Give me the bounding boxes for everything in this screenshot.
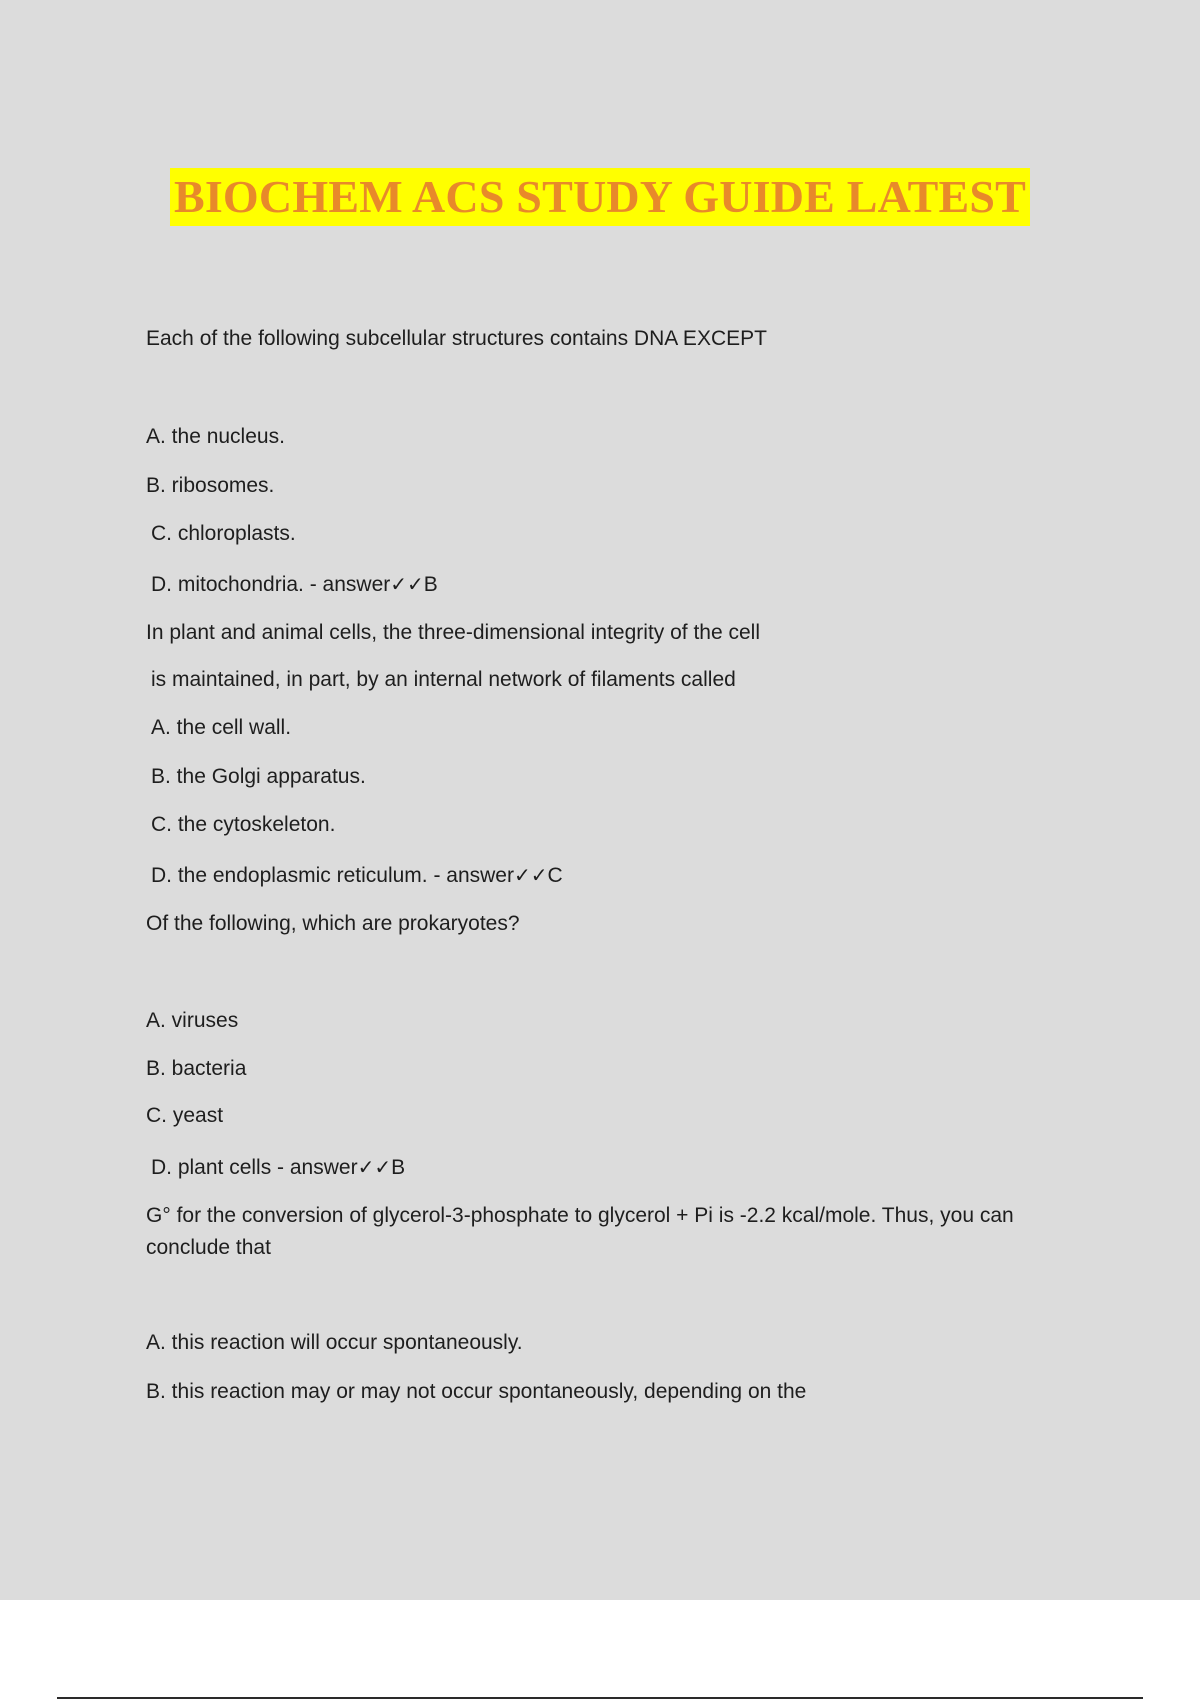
check-icon: ✓✓: [390, 572, 424, 596]
question-4-stem: G° for the conversion of glycerol-3-phosphate to glycerol + Pi is -2.2 kcal/mole. Thus, you can conclude that: [146, 1204, 1014, 1259]
question-3-option-c: C. yeast: [146, 1104, 224, 1127]
question-4-option-b: B. this reaction may or may not occur spontaneously, depending on the: [146, 1380, 807, 1403]
question-2-option-c: C. the cytoskeleton.: [151, 813, 336, 836]
question-3-stem: Of the following, which are prokaryotes?: [146, 912, 520, 935]
question-3-option-d: [151, 1151, 405, 1184]
title-container: [0, 168, 1200, 226]
question-3-option-a: A. viruses: [146, 1009, 239, 1032]
question-2-option-d: [151, 859, 563, 892]
question-2-answer: C: [547, 864, 563, 887]
footer-divider: [57, 1697, 1143, 1699]
question-3-answer: B: [391, 1156, 406, 1179]
question-1-option-c: C. chloroplasts.: [151, 522, 296, 545]
question-2-stem-line-2: is maintained, in part, by an internal network of filaments called: [151, 668, 736, 691]
question-1-stem: Each of the following subcellular structures contains DNA EXCEPT: [146, 327, 767, 350]
question-2-stem-line-1: In plant and animal cells, the three-dimensional integrity of the cell: [146, 621, 761, 644]
question-2-option-b: B. the Golgi apparatus.: [151, 765, 366, 788]
document-title: BIOCHEM ACS STUDY GUIDE LATEST: [170, 168, 1030, 226]
question-3-option-d-text: D. plant cells - answer: [151, 1156, 358, 1179]
question-1-option-d: [151, 568, 438, 601]
check-icon: ✓✓: [357, 1155, 392, 1179]
question-2-option-a: A. the cell wall.: [151, 716, 292, 739]
question-1-option-b: B. ribosomes.: [146, 474, 275, 497]
check-icon: ✓✓: [513, 863, 548, 887]
question-1-option-d-text: D. mitochondria. - answer: [151, 573, 391, 596]
question-2-option-d-text: D. the endoplasmic reticulum. - answer: [151, 864, 514, 887]
question-4-option-a: A. this reaction will occur spontaneously.: [146, 1331, 523, 1354]
question-1-answer: B: [423, 573, 438, 596]
question-1-option-a: A. the nucleus.: [146, 425, 285, 448]
question-3-option-b: B. bacteria: [146, 1057, 247, 1080]
